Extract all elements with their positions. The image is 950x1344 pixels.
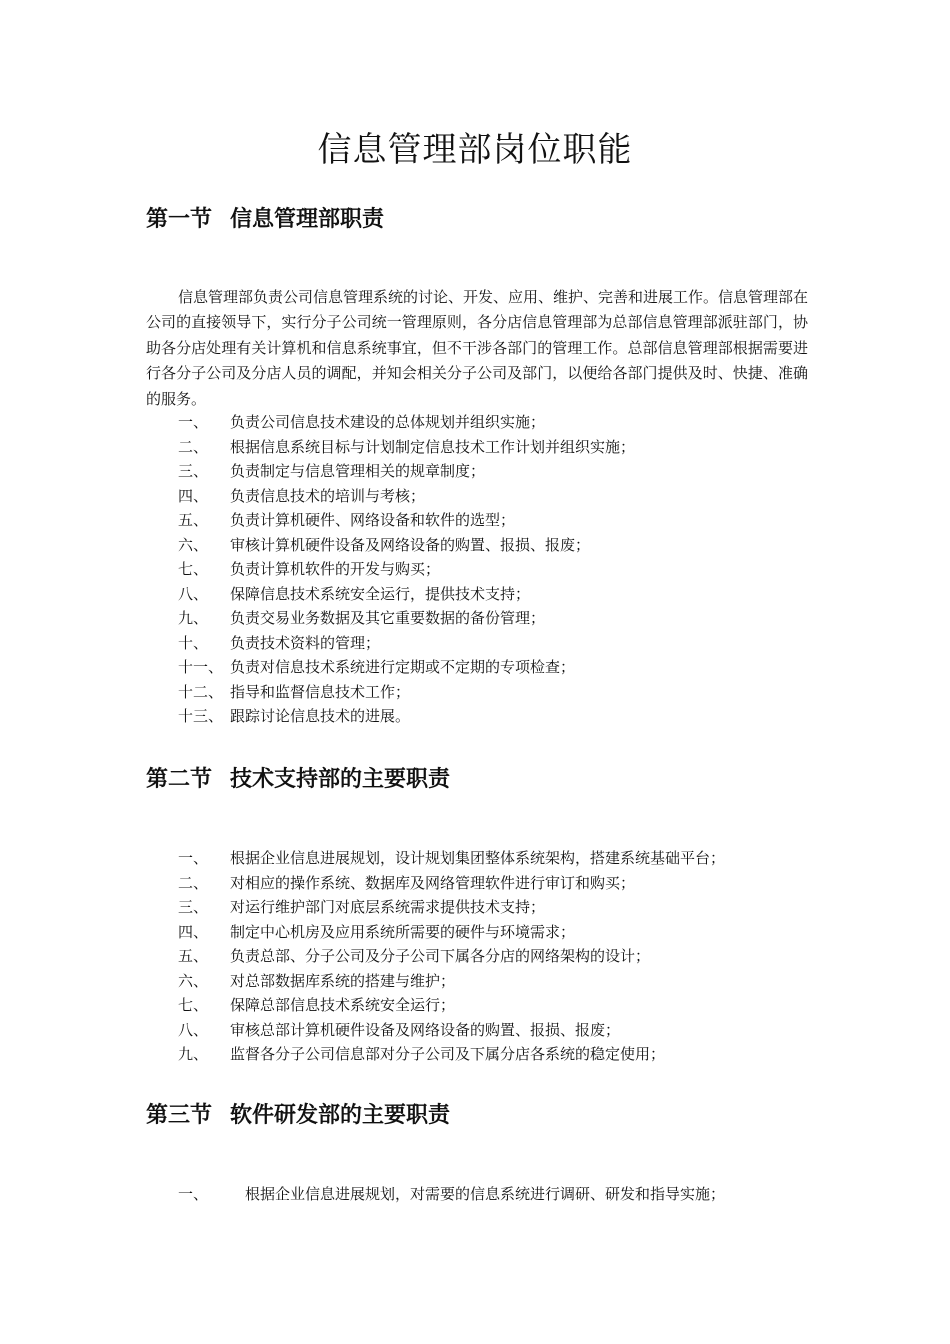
item-number: 二、	[178, 437, 209, 456]
item-number: 二、	[178, 873, 209, 892]
item-number: 三、	[178, 898, 209, 916]
item-text: 保障信息技术系统安全运行，提供技术支持；	[230, 584, 531, 603]
item-text: 负责计算机硬件、网络设备和软件的选型；	[230, 511, 516, 529]
item-text: 负责技术资料的管理；	[230, 633, 381, 652]
section-title: 软件研发部的主要职责	[230, 1103, 451, 1128]
item-number: 一、	[178, 849, 209, 867]
item-number: 九、	[178, 1045, 209, 1063]
item-number: 六、	[178, 535, 209, 554]
item-text: 审核总部计算机硬件设备及网络设备的购置、报损、报废；	[230, 1020, 621, 1039]
item-text: 监督各分子公司信息部对分子公司及下属分店各系统的稳定使用；	[230, 1045, 666, 1063]
item-text: 根据企业信息进展规划，对需要的信息系统进行调研、研发和指导实施；	[245, 1185, 726, 1203]
item-number: 七、	[178, 560, 209, 578]
item-text: 保障总部信息技术系统安全运行；	[230, 996, 456, 1014]
item-number: 四、	[178, 922, 209, 941]
section-title: 信息管理部职责	[230, 207, 385, 232]
item-text: 对相应的操作系统、数据库及网络管理软件进行审订和购买；	[230, 873, 636, 892]
section-label: 第二节	[146, 767, 213, 792]
section-label: 第三节	[146, 1103, 213, 1128]
item-text: 对总部数据库系统的搭建与维护；	[230, 971, 456, 990]
item-number: 十、	[178, 633, 209, 652]
section-1-paragraph: 信息管理部负责公司信息管理系统的讨论、开发、应用、维护、完善和进展工作。信息管理部在公司的直接领导下，实行分子公司统一管理原则，各分店信息管理部为总部信息管理部派驻部门，协助各分店处理有关计算机和信息系统事宜，但不干涉各部门的管理工作。总部信息管理部根据需要进行各分子公司及分店人员的调配，并知会相关分子公司及部门，以便给各部门提供及时、快捷、准确的服务。	[146, 288, 809, 408]
item-text: 审核计算机硬件设备及网络设备的购置、报损、报废；	[230, 535, 591, 554]
item-text: 负责信息技术的培训与考核；	[230, 486, 426, 505]
item-number: 十一、	[178, 658, 224, 676]
item-text: 负责总部、分子公司及分子公司下属各分店的网络架构的设计；	[230, 947, 651, 965]
item-text: 跟踪讨论信息技术的进展。	[230, 707, 411, 725]
section-1-heading	[146, 204, 384, 236]
item-text: 负责制定与信息管理相关的规章制度；	[230, 462, 486, 480]
item-number: 五、	[178, 511, 209, 529]
item-text: 对运行维护部门对底层系统需求提供技术支持；	[230, 898, 546, 916]
item-number: 一、	[178, 1185, 209, 1203]
section-label: 第一节	[146, 207, 213, 232]
item-number: 十二、	[178, 682, 224, 701]
item-number: 七、	[178, 996, 209, 1014]
item-text: 指导和监督信息技术工作；	[230, 682, 411, 701]
item-text: 制定中心机房及应用系统所需要的硬件与环境需求；	[230, 922, 576, 941]
item-text: 负责公司信息技术建设的总体规划并组织实施；	[230, 413, 546, 431]
section-2-heading	[146, 764, 450, 796]
item-number: 六、	[178, 971, 209, 990]
document-title: 信息管理部岗位职能	[317, 130, 633, 170]
item-number: 四、	[178, 486, 209, 505]
item-number: 八、	[178, 584, 209, 603]
item-text: 负责对信息技术系统进行定期或不定期的专项检查；	[230, 658, 576, 676]
item-text: 负责计算机软件的开发与购买；	[230, 560, 441, 578]
item-number: 十三、	[178, 707, 224, 725]
item-text: 根据信息系统目标与计划制定信息技术工作计划并组织实施；	[230, 437, 636, 456]
item-number: 五、	[178, 947, 209, 965]
item-number: 八、	[178, 1020, 209, 1039]
item-number: 三、	[178, 462, 209, 480]
item-text: 根据企业信息进展规划，设计规划集团整体系统架构，搭建系统基础平台；	[230, 849, 726, 867]
item-number: 九、	[178, 609, 209, 627]
section-3-heading	[146, 1100, 450, 1132]
item-text: 负责交易业务数据及其它重要数据的备份管理；	[230, 609, 546, 627]
section-title: 技术支持部的主要职责	[230, 767, 451, 792]
item-number: 一、	[178, 413, 209, 431]
